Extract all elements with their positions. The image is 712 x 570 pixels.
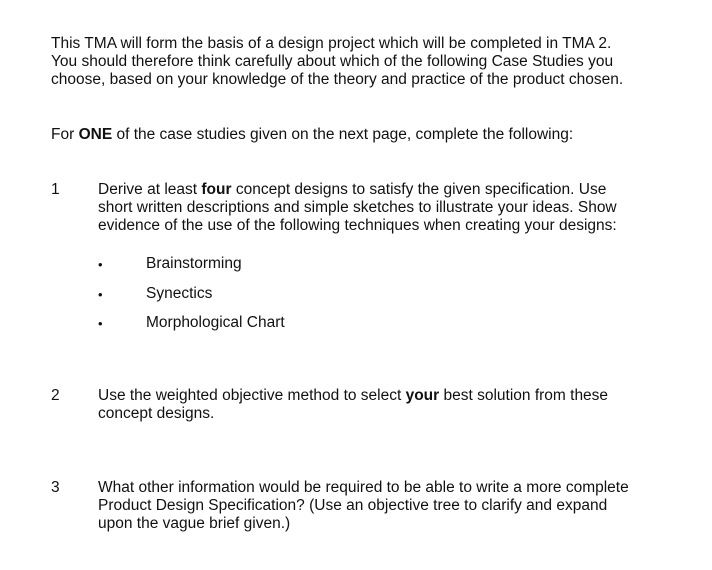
bullet-item-synectics: Synectics xyxy=(146,285,213,302)
instruction-suffix: of the case studies given on the next page, complete the following: xyxy=(112,126,574,143)
item-number: 1 xyxy=(51,181,60,198)
instruction-emphasis: ONE xyxy=(78,126,113,143)
item-1-line-3: evidence of the use of the following techniques when creating your designs: xyxy=(98,217,617,234)
item-2-line-1 xyxy=(98,387,688,405)
item-2-line-1-prefix: Use the weighted objective method to select xyxy=(98,387,406,404)
item-1-line-1-suffix: concept designs to satisfy the given specification. Use xyxy=(231,181,607,198)
bullet-item-brainstorming: Brainstorming xyxy=(146,255,242,272)
bullet-icon: • xyxy=(98,287,103,302)
bullet-icon: • xyxy=(98,257,103,272)
item-2-line-1-suffix: best solution from these xyxy=(439,387,609,404)
intro-line-2: You should therefore think carefully about which of the following Case Studies you xyxy=(51,53,614,70)
item-3-line-3: upon the vague brief given.) xyxy=(98,515,291,532)
item-number: 3 xyxy=(51,479,60,496)
intro-paragraph xyxy=(51,35,691,89)
item-text xyxy=(98,181,688,235)
item-text xyxy=(98,479,688,533)
item-1-line-2: short written descriptions and simple sketches to illustrate your ideas. Show xyxy=(98,199,617,216)
item-number: 2 xyxy=(51,387,60,404)
item-1-line-1-prefix: Derive at least xyxy=(98,181,202,198)
bullet-icon: • xyxy=(98,316,103,331)
intro-line-1: This TMA will form the basis of a design project which will be completed in TMA 2. xyxy=(51,35,612,52)
item-3-line-1: What other information would be required to be able to write a more complete xyxy=(98,479,629,496)
item-2-line-2: concept designs. xyxy=(98,405,215,422)
item-2-emphasis: your xyxy=(405,387,440,404)
item-3-line-2: Product Design Specification? (Use an objective tree to clarify and expand xyxy=(98,497,608,514)
bullet-item-morphological-chart: Morphological Chart xyxy=(146,314,285,331)
item-1-emphasis: four xyxy=(201,181,232,198)
instruction-paragraph xyxy=(51,126,691,144)
item-1-line-1 xyxy=(98,181,688,199)
item-text xyxy=(98,387,688,423)
instruction-prefix: For xyxy=(51,126,79,143)
intro-line-3: choose, based on your knowledge of the theory and practice of the product chosen. xyxy=(51,71,624,88)
